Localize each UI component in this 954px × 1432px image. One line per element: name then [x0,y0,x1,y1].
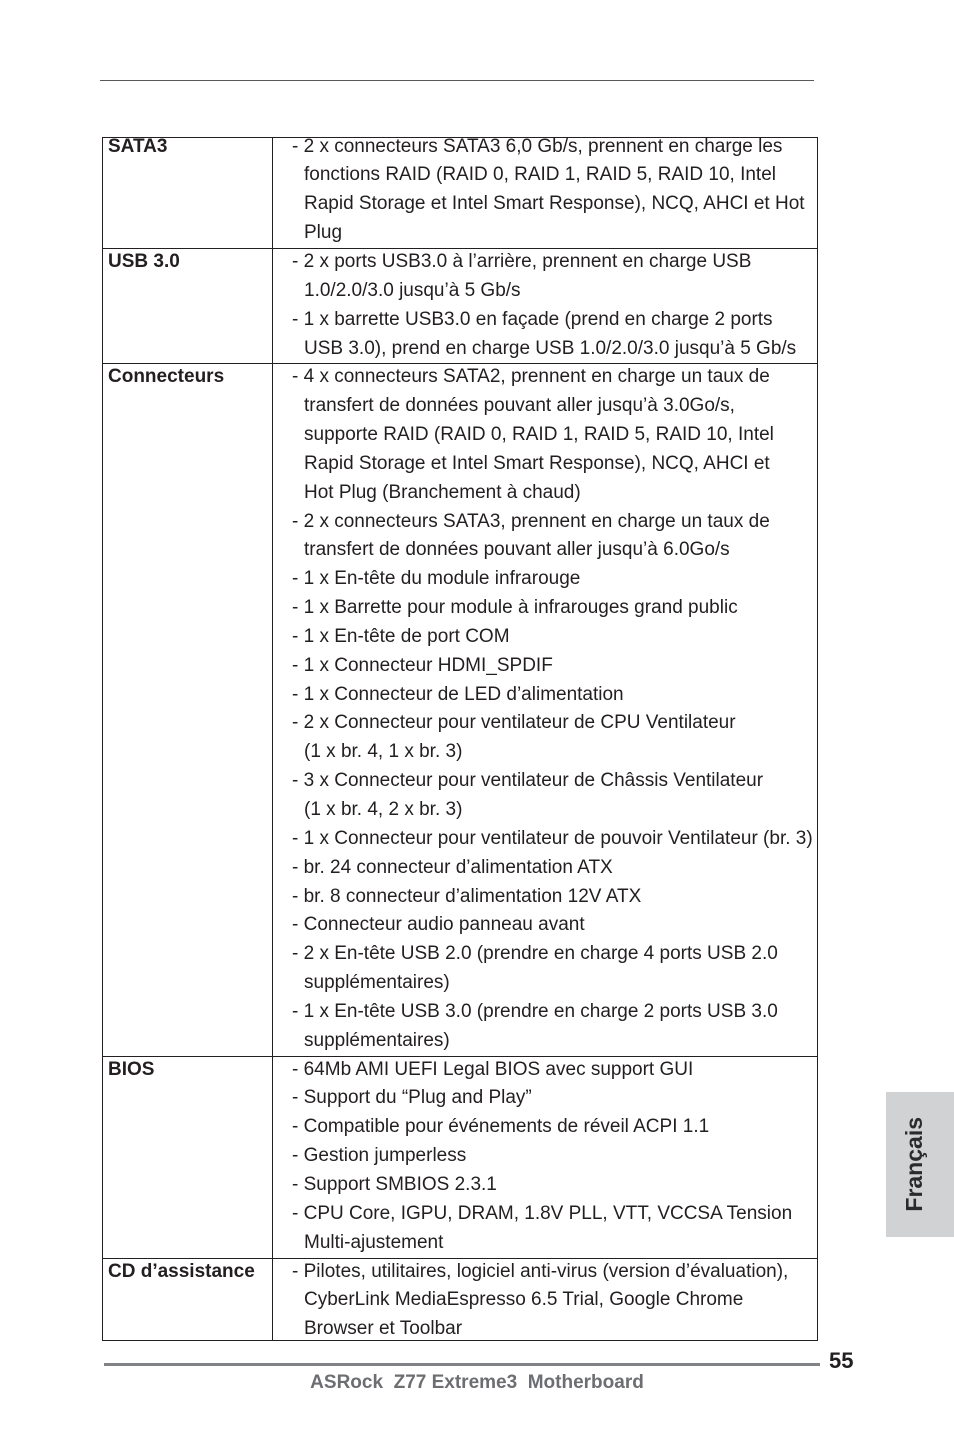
spec-line: - 2 x Connecteur pour ventilateur de CPU Ventilateur [292,712,736,734]
spec-line: - 1 x Connecteur de LED d’alimentation [292,683,624,705]
spec-line: - 3 x Connecteur pour ventilateur de Châssis Ventilateur [292,770,764,792]
spec-item [272,767,817,825]
spec-line: - 1 x Connecteur pour ventilateur de pouvoir Ventilateur (br. 3) [292,827,813,849]
spec-line: - 1 x Barrette pour module à infrarouges grand public [292,597,738,619]
spec-line: supplémentaires) [304,1029,450,1051]
spec-line: - 1 x En-tête de port COM [292,625,510,647]
spec-row [103,1258,817,1345]
spec-line: Plug [304,222,343,244]
spec-item [272,306,817,364]
spec-line: fonctions RAID (RAID 0, RAID 1, RAID 5, RAID 10, Intel [304,164,776,186]
footer-product-name: ASRock Z77 Extreme3 Motherboard [310,1372,644,1393]
spec-item [272,681,817,710]
spec-line: transfert de données pouvant aller jusqu’à 3.0Go/s, [304,395,735,417]
spec-item [272,854,817,883]
spec-line: - 1 x Connecteur HDMI_SPDIF [292,654,553,676]
footer-rule [104,1363,820,1366]
spec-item [272,1056,817,1085]
language-tab [886,1092,954,1237]
spec-line: Rapid Storage et Intel Smart Response), NCQ, AHCI et [304,452,770,474]
spec-value [272,363,817,1055]
spec-line: Multi-ajustement [304,1231,444,1253]
spec-line: (1 x br. 4, 2 x br. 3) [304,799,463,821]
spec-row [103,248,817,363]
spec-label: Connecteurs [108,366,225,388]
spec-item [272,623,817,652]
spec-row [103,363,817,1055]
spec-label: SATA3 [108,135,168,157]
spec-line: - 1 x barrette USB3.0 en façade (prend en charge 2 ports [292,308,773,330]
spec-label: USB 3.0 [108,250,180,272]
spec-value [272,1056,817,1258]
spec-line: CyberLink MediaEspresso 6.5 Trial, Google Chrome [304,1289,744,1311]
spec-line: Rapid Storage et Intel Smart Response), NCQ, AHCI et Hot [304,193,805,215]
spec-line: - br. 24 connecteur d’alimentation ATX [292,856,613,878]
spec-line: - 1 x En-tête USB 3.0 (prendre en charge 2 ports USB 3.0 [292,1000,778,1022]
spec-line: - Support du “Plug and Play” [292,1087,532,1109]
spec-value [272,133,817,248]
spec-item [272,363,817,507]
page-number: 55 [829,1348,854,1373]
spec-item [272,508,817,566]
spec-label: CD d’assistance [108,1260,255,1282]
spec-line: Hot Plug (Branchement à chaud) [304,481,581,503]
spec-line: - Connecteur audio panneau avant [292,914,585,936]
spec-row [103,133,817,248]
spec-item [272,1113,817,1142]
column-divider [272,138,273,1340]
spec-value [272,1258,817,1345]
spec-line: - 2 x En-tête USB 2.0 (prendre en charge 4 ports USB 2.0 [292,943,778,965]
table-body [103,133,817,1344]
spec-item [272,940,817,998]
spec-item [272,1084,817,1113]
spec-item [272,911,817,940]
spec-line: 1.0/2.0/3.0 jusqu’à 5 Gb/s [304,279,521,301]
spec-item [272,1258,817,1345]
spec-line: transfert de données pouvant aller jusqu’à 6.0Go/s [304,539,730,561]
spec-line: - Pilotes, utilitaires, logiciel anti-virus (version d’évaluation), [292,1260,789,1282]
spec-table [102,137,818,1341]
spec-item [272,883,817,912]
spec-line: supporte RAID (RAID 0, RAID 1, RAID 5, RAID 10, Intel [304,424,774,446]
spec-line: - Gestion jumperless [292,1145,467,1167]
spec-line: USB 3.0), prend en charge USB 1.0/2.0/3.0 jusqu’à 5 Gb/s [304,337,797,359]
spec-item [272,1142,817,1171]
header-rule [100,80,814,81]
spec-item [272,998,817,1056]
spec-line: (1 x br. 4, 1 x br. 3) [304,741,463,763]
spec-line: - CPU Core, IGPU, DRAM, 1.8V PLL, VTT, VCCSA Tension [292,1202,793,1224]
spec-item [272,1171,817,1200]
spec-line: - 1 x En-tête du module infrarouge [292,568,581,590]
spec-label: BIOS [108,1058,155,1080]
spec-line: - 2 x connecteurs SATA3, prennent en charge un taux de [292,510,770,532]
spec-item [272,1200,817,1258]
spec-line: - br. 8 connecteur d’alimentation 12V ATX [292,885,642,907]
spec-line: supplémentaires) [304,972,450,994]
spec-line: - 2 x connecteurs SATA3 6,0 Gb/s, prennent en charge les [292,135,783,157]
spec-line: - Compatible pour événements de réveil ACPI 1.1 [292,1116,710,1138]
spec-item [272,565,817,594]
spec-item [272,133,817,248]
spec-item [272,709,817,767]
spec-item [272,652,817,681]
spec-item [272,825,817,854]
spec-line: - 64Mb AMI UEFI Legal BIOS avec support GUI [292,1058,694,1080]
spec-value [272,248,817,363]
spec-item [272,248,817,306]
spec-line: - Support SMBIOS 2.3.1 [292,1173,497,1195]
spec-row [103,1056,817,1258]
spec-item [272,594,817,623]
spec-line: - 2 x ports USB3.0 à l’arrière, prennent en charge USB [292,250,752,272]
language-tab-label: Français [900,1117,927,1212]
spec-line: Browser et Toolbar [304,1318,463,1340]
spec-line: - 4 x connecteurs SATA2, prennent en charge un taux de [292,366,770,388]
